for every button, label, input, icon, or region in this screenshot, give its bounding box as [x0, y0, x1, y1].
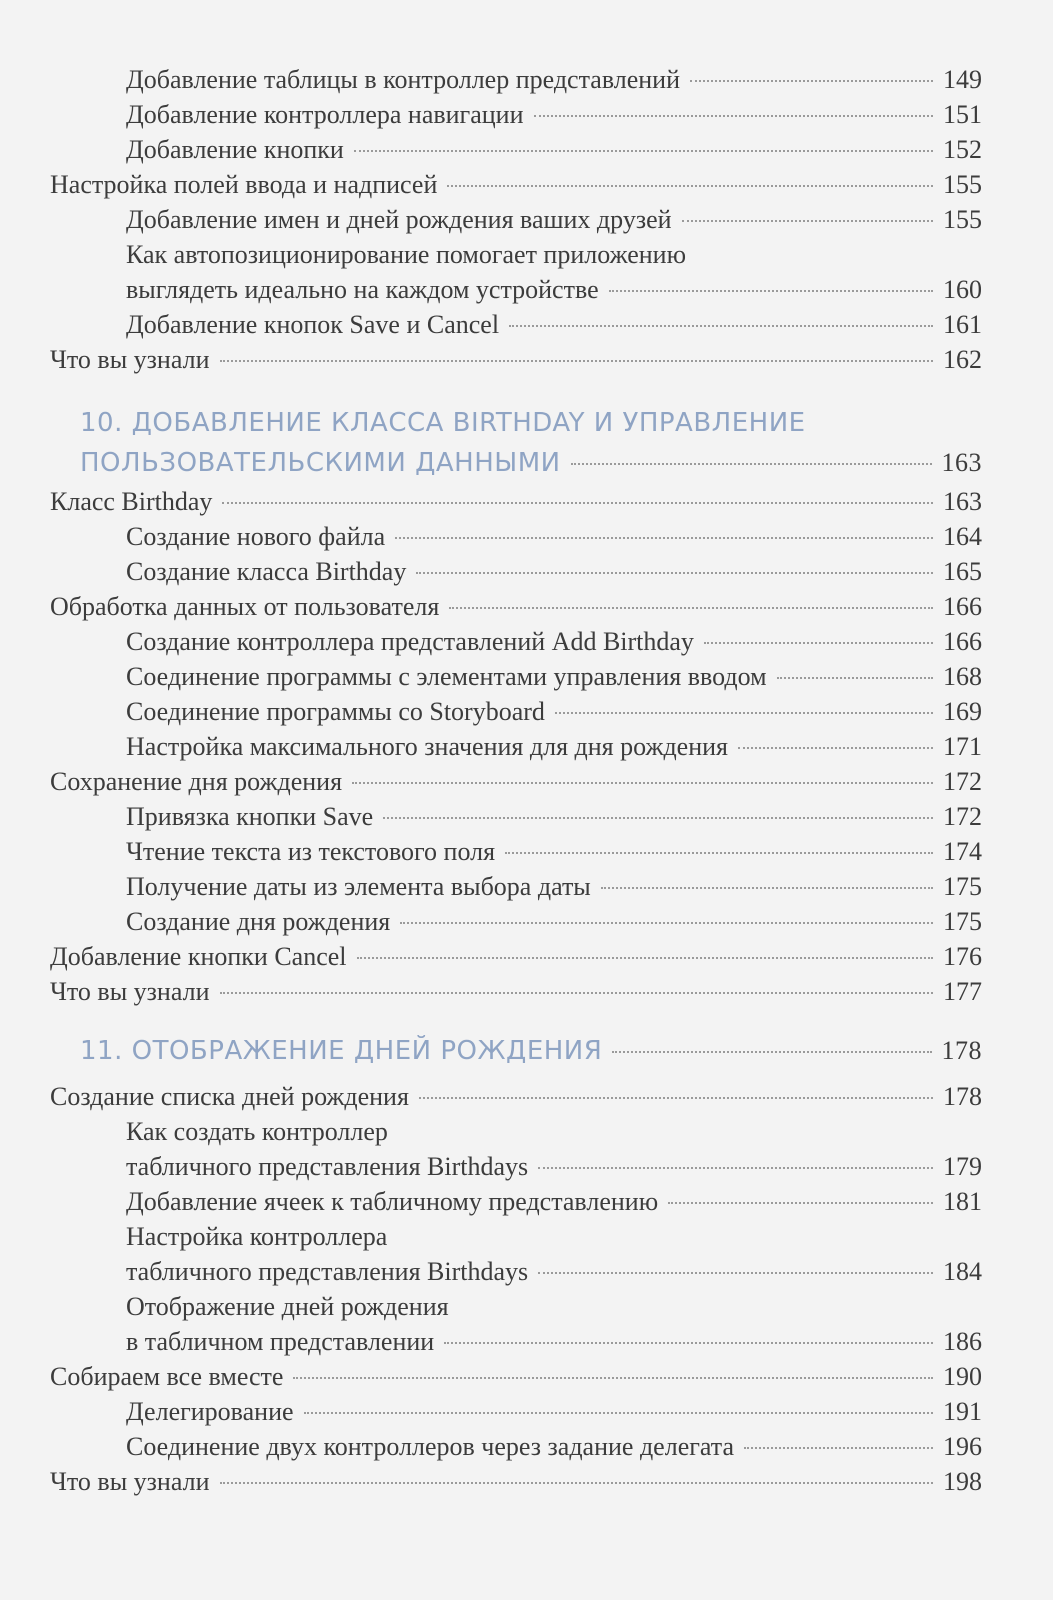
toc-entry-title: табличного представления Birthdays — [126, 1257, 529, 1286]
dot-leader — [538, 1272, 933, 1274]
toc-entry-title: Создание класса Birthday — [126, 557, 407, 586]
toc-entry-title: Добавление кнопки Cancel — [50, 942, 347, 971]
toc-entry — [50, 764, 982, 799]
page-number: 196 — [943, 1432, 982, 1461]
toc-entry — [126, 1114, 982, 1184]
page-number: 179 — [943, 1152, 982, 1181]
dot-leader — [304, 1412, 933, 1414]
dot-leader — [352, 782, 933, 784]
toc-entry-title-first-line: 10. ДОБАВЛЕНИЕ КЛАССА BIRTHDAY И УПРАВЛЕНИЕ — [80, 408, 806, 438]
toc-entry-title: Добавление кнопки — [126, 135, 344, 164]
toc-entry-title: Добавление ячеек к табличному представлению — [126, 1187, 659, 1216]
toc-entry-title: выглядеть идеально на каждом устройстве — [126, 275, 599, 304]
toc-entry-title-first-line: Как автопозиционирование помогает приложению — [126, 240, 687, 269]
toc-entry-title-first-line: Отображение дней рождения — [126, 1292, 449, 1321]
page-number: 155 — [943, 205, 982, 234]
page-number: 184 — [943, 1257, 982, 1286]
toc-entry — [126, 202, 982, 237]
page-number: 164 — [943, 522, 982, 551]
page-number: 178 — [943, 1082, 982, 1111]
toc-entry — [50, 939, 982, 974]
dot-leader — [704, 642, 933, 644]
dot-leader — [400, 922, 933, 924]
dot-leader — [668, 1202, 933, 1204]
dot-leader — [509, 325, 933, 327]
dot-leader — [220, 360, 933, 362]
page-number: 149 — [943, 65, 982, 94]
dot-leader — [354, 150, 933, 152]
dot-leader — [601, 887, 933, 889]
dot-leader — [220, 1482, 933, 1484]
toc-entry-title: ПОЛЬЗОВАТЕЛЬСКИМИ ДАННЫМИ — [80, 448, 561, 478]
toc-entry-title: Добавление кнопок Save и Cancel — [126, 310, 500, 339]
toc-entry-title: Создание контроллера представлений Add Birthday — [126, 627, 694, 656]
toc-entry-title: в табличном представлении — [126, 1327, 435, 1356]
toc-entry — [126, 519, 982, 554]
toc-entry-title: Что вы узнали — [50, 1467, 210, 1496]
page-number: 152 — [943, 135, 982, 164]
dot-leader — [612, 1051, 931, 1053]
toc-entry — [50, 167, 982, 202]
toc-entry-title: Сохранение дня рождения — [50, 767, 343, 796]
page-number: 190 — [943, 1362, 982, 1391]
toc-entry-title: Создание нового файла — [126, 522, 386, 551]
dot-leader — [609, 290, 933, 292]
toc-entry-title: Получение даты из элемента выбора даты — [126, 872, 591, 901]
toc-entry-title: Класс Birthday — [50, 487, 213, 516]
dot-leader — [416, 572, 933, 574]
dot-leader — [744, 1447, 933, 1449]
toc-entry — [126, 307, 982, 342]
toc-entry-title: Создание дня рождения — [126, 907, 391, 936]
toc-entry-title: Соединение программы со Storyboard — [126, 697, 545, 726]
toc-entry-title: Соединение программы с элементами управления вводом — [126, 662, 767, 691]
toc-entry-title: табличного представления Birthdays — [126, 1152, 529, 1181]
toc-entry — [50, 1359, 982, 1394]
dot-leader — [571, 463, 932, 465]
toc-entry-title-first-line: Как создать контроллер — [126, 1117, 388, 1146]
toc-entry — [126, 1219, 982, 1289]
toc-entry-title: Настройка максимального значения для дня рождения — [126, 732, 729, 761]
toc-entry — [50, 1464, 982, 1499]
dot-leader — [505, 852, 933, 854]
page-number: 172 — [943, 802, 982, 831]
dot-leader — [682, 220, 933, 222]
dot-leader — [395, 537, 933, 539]
toc-entry — [50, 342, 982, 377]
page-number: 161 — [943, 310, 982, 339]
toc-entry — [50, 974, 982, 1009]
toc-entry-title: 11. ОТОБРАЖЕНИЕ ДНЕЙ РОЖДЕНИЯ — [80, 1036, 603, 1066]
toc-entry-title: Добавление контроллера навигации — [126, 100, 524, 129]
toc-entry-title: Что вы узнали — [50, 345, 210, 374]
dot-leader — [738, 747, 933, 749]
toc-entry — [126, 237, 982, 307]
toc-entry-title: Привязка кнопки Save — [126, 802, 374, 831]
page-number: 198 — [943, 1467, 982, 1496]
toc-entry-title: Что вы узнали — [50, 977, 210, 1006]
toc-entry — [126, 659, 982, 694]
toc-entry — [126, 1429, 982, 1464]
page-number: 176 — [943, 942, 982, 971]
toc-entry — [126, 799, 982, 834]
dot-leader — [444, 1342, 933, 1344]
toc-entry — [126, 694, 982, 729]
dot-leader — [447, 185, 933, 187]
page-number: 181 — [943, 1187, 982, 1216]
page-number: 171 — [943, 732, 982, 761]
toc-entry — [126, 1289, 982, 1359]
dot-leader — [690, 80, 933, 82]
page-number: 177 — [943, 977, 982, 1006]
dot-leader — [220, 992, 933, 994]
dot-leader — [538, 1167, 933, 1169]
dot-leader — [293, 1377, 933, 1379]
dot-leader — [419, 1097, 933, 1099]
chapter-heading — [80, 403, 982, 483]
page-number: 166 — [943, 627, 982, 656]
toc-entry — [126, 132, 982, 167]
chapter-heading — [80, 1031, 982, 1071]
toc-entry-title: Обработка данных от пользователя — [50, 592, 440, 621]
toc-entry-title: Добавление имен и дней рождения ваших друзей — [126, 205, 672, 234]
page-number: 165 — [943, 557, 982, 586]
toc-entry — [126, 554, 982, 589]
page-number: 162 — [943, 345, 982, 374]
page-number: 155 — [943, 170, 982, 199]
toc-entry-title: Соединение двух контроллеров через задание делегата — [126, 1432, 734, 1461]
page-number: 163 — [941, 448, 982, 477]
toc-entry-title-first-line: Настройка контроллера — [126, 1222, 388, 1251]
dot-leader — [555, 712, 933, 714]
page-number: 160 — [943, 275, 982, 304]
dot-leader — [357, 957, 933, 959]
toc-entry — [126, 97, 982, 132]
toc-entry — [126, 869, 982, 904]
page-number: 174 — [943, 837, 982, 866]
toc-entry-title: Собираем все вместе — [50, 1362, 284, 1391]
toc-entry — [50, 589, 982, 624]
page-number: 175 — [943, 872, 982, 901]
dot-leader — [777, 677, 933, 679]
toc-entry-title: Добавление таблицы в контроллер представлений — [126, 65, 681, 94]
toc-entry — [126, 904, 982, 939]
page-number: 186 — [943, 1327, 982, 1356]
toc-entry — [126, 1394, 982, 1429]
page-number: 169 — [943, 697, 982, 726]
page-number: 175 — [943, 907, 982, 936]
page-number: 168 — [943, 662, 982, 691]
dot-leader — [222, 502, 933, 504]
toc-entry — [50, 1079, 982, 1114]
toc-entry — [126, 624, 982, 659]
page-number: 151 — [943, 100, 982, 129]
toc-entry — [50, 484, 982, 519]
page-number: 172 — [943, 767, 982, 796]
dot-leader — [449, 607, 933, 609]
dot-leader — [383, 817, 933, 819]
page-number: 178 — [941, 1036, 982, 1065]
toc-entry — [126, 1184, 982, 1219]
dot-leader — [534, 115, 933, 117]
toc-entry-title: Создание списка дней рождения — [50, 1082, 409, 1111]
toc-entry — [126, 62, 982, 97]
page-number: 163 — [943, 487, 982, 516]
page-number: 191 — [943, 1397, 982, 1426]
toc-entry — [126, 729, 982, 764]
toc-entry-title: Делегирование — [126, 1397, 294, 1426]
toc-entry — [126, 834, 982, 869]
toc-entry-title: Настройка полей ввода и надписей — [50, 170, 438, 199]
page-number: 166 — [943, 592, 982, 621]
toc-entry-title: Чтение текста из текстового поля — [126, 837, 496, 866]
